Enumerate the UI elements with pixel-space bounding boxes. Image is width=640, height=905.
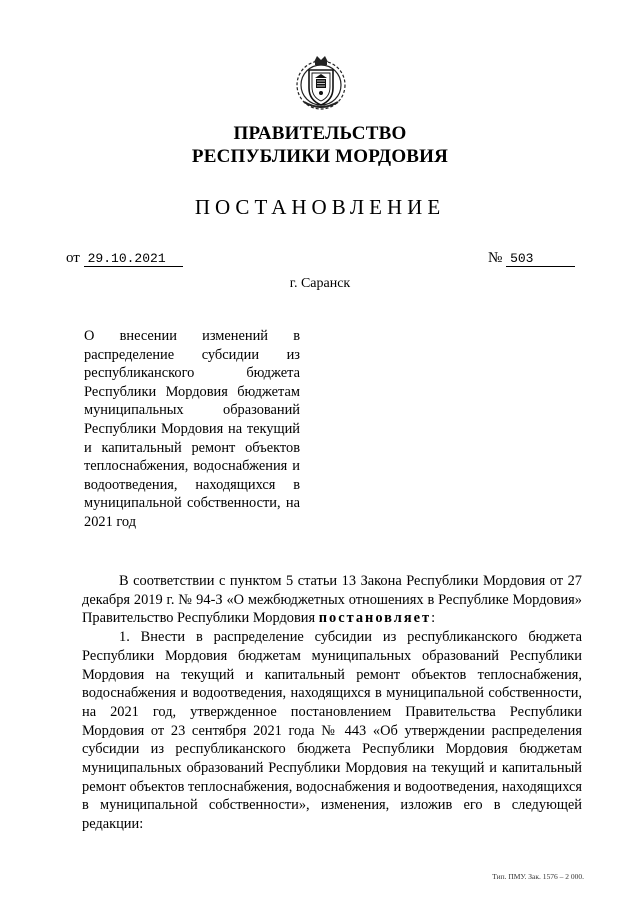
city-label: г. Саранск [289, 276, 351, 291]
number-value: 503 [506, 251, 575, 267]
date-prefix: от [66, 250, 80, 266]
document-type-heading: ПОСТАНОВЛЕНИЕ [194, 195, 446, 219]
government-title-line1: ПРАВИТЕЛЬСТВО [233, 123, 407, 144]
preamble-colon: : [431, 610, 436, 627]
date-value: 29.10.2021 [84, 251, 183, 267]
clause-1-paragraph: 1. Внести в распределение субсидии из республиканского бюджета Республики Мордовия бюджетам муниципальных образований Республики Мордовия на текущий и капитальный ремонт объектов теплоснабжения, водоснабжения и водоотведения, находящихся в муниципальной собственности, на 2021 год, утвержденное постановлением Правительства Республики Мордовия от 23 сентября 2021 года № 443 «Об утверждении распределения субсидии из республиканского бюджета Республики Мордовия бюджетам муниципальных образований Республики Мордовия на текущий и капитальный ремонт объектов теплоснабжения, водоснабжения и водоотведения, находящихся в муниципальной собственности», изменения, изложив его в следующей редакции: [82, 629, 582, 833]
decree-keyword: постановляет [318, 610, 432, 627]
government-title-line2: РЕСПУБЛИКИ МОРДОВИЯ [191, 146, 449, 167]
document-date [66, 250, 183, 267]
print-house-note: Тип. ПМУ. Зак. 1576 – 2 000. [492, 872, 584, 881]
coat-of-arms-icon [290, 52, 352, 114]
number-prefix: № [488, 250, 503, 266]
preamble-text: В соответствии с пунктом 5 статьи 13 Закона Республики Мордовия от 27 декабря 2019 г. № 94-З «О межбюджетных отношениях в Республике Мордовия» Правительство Республики Мордовия [82, 573, 582, 627]
preamble-paragraph [82, 572, 582, 628]
document-body [82, 572, 582, 834]
document-subject: О внесении изменений в распределение субсидии из республиканского бюджета Республики Мордовия бюджетам муниципальных образований Республики Мордовия на текущий и капитальный ремонт объектов теплоснабжения, водоснабжения и водоотведения, находящихся в муниципальной собственности, на 2021 год [84, 328, 300, 530]
document-number [488, 250, 575, 267]
